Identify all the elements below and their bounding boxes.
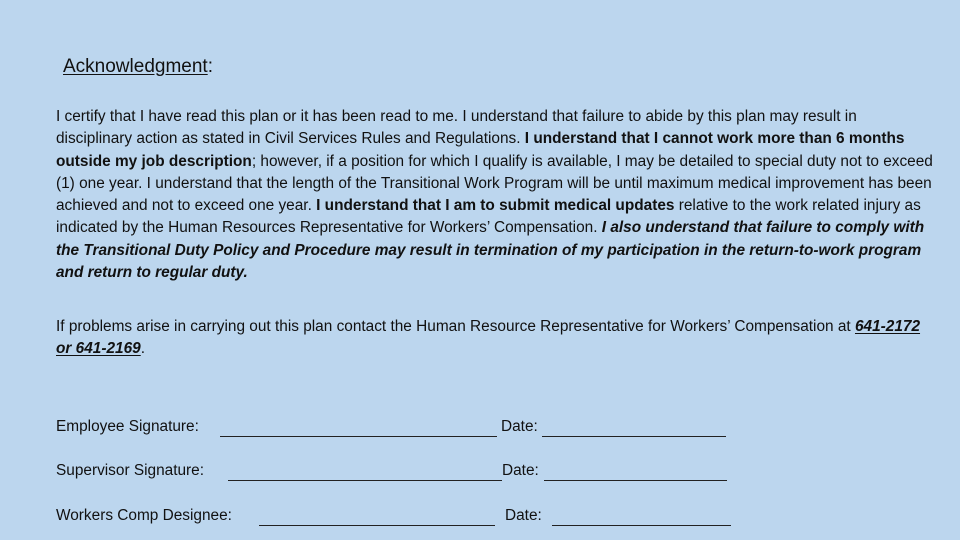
page-title-text: Acknowledgment	[63, 56, 208, 77]
employee-signature-label: Employee Signature:	[56, 418, 199, 435]
certification-sentence-5: relative to the work related injury as indicated by the Human Resources Representative for Workers’ Compensation.	[56, 197, 921, 237]
certification-medical-updates-clause: I understand that I am to submit medical updates	[316, 197, 675, 215]
supervisor-date-label: Date:	[502, 462, 539, 479]
designee-signature-label: Workers Comp Designee:	[56, 507, 232, 524]
certification-sentence-3: ; however, if a position for which I qualify is available, I may be detailed to special duty not to exceed (1) one year. I understand that the length of the Transitional Work Program will be until maximum medical improvement has been achieved and not to exceed one year.	[56, 152, 933, 215]
page-title-colon: :	[207, 56, 213, 77]
designee-date-line[interactable]	[552, 525, 731, 526]
contact-end: .	[140, 340, 145, 358]
page-title	[63, 55, 213, 79]
certification-job-description-clause: I understand that I cannot work more than 6 months outside my job description	[56, 130, 905, 170]
employee-date-label: Date:	[501, 418, 538, 435]
certification-sentence-1: I certify that I have read this plan or it has been read to me. I understand that failure to abide by this plan may result in disciplinary action as stated in Civil Services Rules and Regulations.	[56, 108, 857, 148]
certification-paragraph	[56, 106, 936, 284]
contact-phone-numbers: 641-2172 or 641-2169	[56, 318, 921, 358]
designee-date-label: Date:	[505, 507, 542, 524]
employee-signature-line[interactable]	[220, 436, 497, 437]
contact-text: If problems arise in carrying out this plan contact the Human Resource Representative for Workers’ Compensation at	[56, 318, 855, 335]
contact-paragraph	[56, 316, 936, 361]
employee-date-line[interactable]	[542, 436, 726, 437]
certification-termination-warning: I also understand that failure to comply with the Transitional Duty Policy and Procedure may result in termination of my participation in the return-to-work program and return to regular duty.	[56, 219, 925, 282]
supervisor-signature-label: Supervisor Signature:	[56, 462, 204, 479]
supervisor-signature-line[interactable]	[228, 480, 502, 481]
designee-signature-line[interactable]	[259, 525, 495, 526]
supervisor-date-line[interactable]	[544, 480, 727, 481]
